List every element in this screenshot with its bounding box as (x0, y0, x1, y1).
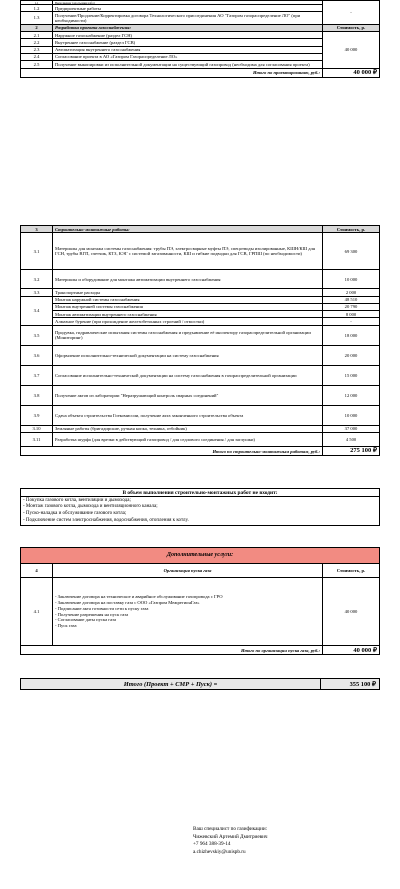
total-row (21, 68, 380, 77)
excluded-title-row (21, 489, 380, 497)
row-cost: 40 000 (323, 32, 380, 68)
excluded-table (20, 488, 380, 526)
additional-banner-row (21, 548, 380, 564)
table-row (21, 325, 380, 345)
row-cost: 69 300 (323, 233, 380, 270)
section-number: 3 (21, 226, 53, 233)
specialist-email: a.chizhevskiy@unispb.ru (193, 848, 246, 855)
table-row (21, 289, 380, 296)
total-row (21, 446, 380, 455)
excluded-items-row (21, 497, 380, 526)
row-text: Монтаж внутренней системы газоснабжения (53, 303, 323, 310)
excluded-items (21, 497, 380, 526)
total-label: Итого по строительно-монтажным работам, руб.: (21, 446, 323, 455)
row-text: Автоматизация внутреннего газоснабжения (53, 46, 323, 53)
row-number: 3.5 (21, 325, 53, 345)
table-row (21, 296, 380, 303)
row-cost: 37 000 (323, 425, 380, 432)
grand-total-label: Итого (Проект + СМР + Пуск) = (21, 679, 321, 690)
row-cost: 12 000 (323, 385, 380, 405)
construction-table (20, 225, 380, 456)
row-number: 2.4 (21, 53, 53, 60)
service-step: - Заключение договора на техническое и аварийное обслуживание газопровода с ГРО (55, 593, 223, 599)
row-number: 1.2 (21, 5, 53, 12)
total-value: 40 000 ₽ (323, 646, 380, 655)
row-text: Материалы для монтажа системы газоснабжения: трубы ПЭ, электросварные муфты ПЭ, спецотводы изолированные, КШН/КШ для ГСН, трубы ВГП, счетчик, КТЗ, КЭГ с системой загазованности, КШ и гибкие подводки для ГСВ, ГРПШ (по необходимости) (53, 233, 323, 270)
row-cost: 48 510 (323, 296, 380, 303)
row-text: Получение/Продление/Корректировка договора Технологического присоединения АО "Газпром газораспределение ЛО" (при необходимости) (53, 12, 323, 25)
section-header (21, 226, 380, 233)
row-number: 1.3 (21, 12, 53, 25)
service-step: - Заключение договора на поставку газа с ООО «Газпром МежрегионГаз» (55, 599, 200, 605)
row-text: Транспортные расходы (53, 289, 323, 296)
table-row (21, 425, 380, 432)
row-number: 3.7 (21, 365, 53, 385)
table-row (21, 405, 380, 425)
cost-header: Стоимость, р. (323, 564, 380, 578)
specialist-phone: +7 964 388-39-14 (193, 841, 231, 848)
row-text: Получение выкопировки из исполнительной документации на существующий газопровод (необходима для согласования проекта) (53, 61, 323, 68)
row-cost: 4 500 (323, 432, 380, 446)
row-number: 3.10 (21, 425, 53, 432)
additional-banner: Дополнительные услуги: (21, 548, 380, 564)
section-header (21, 24, 380, 31)
total-label: Итого по проектированию, руб.: (21, 68, 323, 77)
specialist-contacts (193, 826, 267, 856)
row-number: 3.9 (21, 405, 53, 425)
row-cost: 10 000 (323, 270, 380, 289)
section-title: Строительно-монтажные работы: (53, 226, 323, 233)
excluded-item: - Монтаж газового котла, дымохода и вентиляционного канала; (23, 504, 158, 510)
table-row (21, 270, 380, 289)
row-number: 3.2 (21, 270, 53, 289)
row-number: 3.6 (21, 345, 53, 365)
excluded-item: - Покупка газового котла, вентиляции и дымохода; (23, 497, 131, 503)
table-row (21, 318, 380, 325)
row-number: 2.3 (21, 46, 53, 53)
row-text: Сдача объекта строительства Гоекомиссии, получение акта законченного строительства объекта (53, 405, 323, 425)
row-text: Согласование проекта в АО «Газпром Газораспределение ЛО» (53, 53, 323, 60)
row-text: Земляные работы (бригадирские, ручная копка, техника, отбойник) (53, 425, 323, 432)
row-text: Наружное газоснабжение (раздел ГСН) (53, 32, 323, 39)
table-row (21, 578, 380, 646)
row-number: 1.1 (21, 1, 53, 5)
excluded-item: - Подключение систем электроснабжения, водоснабжения, отопления к котлу. (23, 517, 189, 523)
row-text: Внутреннее газоснабжение (раздел ГСВ) (53, 39, 323, 46)
row-cost: 20 790 (323, 303, 380, 310)
specialist-name: Чижевский Артемий Дмитриевич (193, 833, 268, 840)
grand-total-row (21, 679, 380, 690)
row-number: 2.1 (21, 32, 53, 39)
row-text: Монтаж наружной системы газоснабжения (53, 296, 323, 303)
service-step: - Согласование даты пуска газа (55, 617, 117, 623)
service-step: - Получение разрешения на пуск газа (55, 611, 129, 617)
total-value: 40 000 ₽ (323, 68, 380, 77)
section-title: Организация пуска газа (53, 564, 323, 578)
additional-table (20, 547, 380, 655)
row-text: Алмазное бурение (при прохождение железобетонных строений / отмостки) (53, 318, 323, 325)
row-text: Согласование исполнительно-технической документации на систему газоснабжения в газораспределительной организации (53, 365, 323, 385)
excluded-title: В объем выполнения строительно-монтажных работ не входит: (21, 489, 380, 497)
table-row (21, 432, 380, 446)
row-text: Разработка шурфа (для врезки в действующий газопровод / для седлового соединения / для заглушки) (53, 432, 323, 446)
row-number: 3.8 (21, 385, 53, 405)
row-text: Оформление исполнительно-технической документации на систему газоснабжения (53, 345, 323, 365)
section-title: Разработка проекта газоснабжения: (53, 24, 323, 31)
row-text: Получение актов из лаборатории "Неразрушающий контроль сварных соединений" (53, 385, 323, 405)
row-number: 3.3 (21, 289, 53, 296)
row-cost: 8 000 (323, 311, 380, 318)
row-number: 3.4 (21, 296, 53, 325)
row-text (53, 578, 323, 646)
row-text: Продувка, гидравлические испытания системы газоснабжения и предъявление её инспектору газораспределительной организации (Мониторинг) (53, 325, 323, 345)
table-row (21, 32, 380, 39)
table-row (21, 365, 380, 385)
row-cost: 2 000 (323, 289, 380, 296)
row-cost: 15 000 (323, 365, 380, 385)
table-row (21, 303, 380, 310)
row-text: Материалы и оборудование для монтажа автоматизации внутреннего газоснабжения (53, 270, 323, 289)
project-table (20, 0, 380, 78)
grand-total-table (20, 678, 380, 690)
total-value: 275 100 ₽ (323, 446, 380, 455)
row-cost: - (323, 1, 380, 25)
section-number: 2 (21, 24, 53, 31)
cost-header: Стоимость, р. (323, 226, 380, 233)
section-number: 4 (21, 564, 53, 578)
row-number: 4.1 (21, 578, 53, 646)
excluded-item: - Пуско-наладка и обслуживание газового котла; (23, 511, 127, 517)
row-cost: 40 000 (323, 578, 380, 646)
row-number: 3.11 (21, 432, 53, 446)
cost-header: Стоимость, р. (323, 24, 380, 31)
section-header (21, 564, 380, 578)
total-label: Итого по организации пуска газа, руб.: (21, 646, 323, 655)
row-number: 2.5 (21, 61, 53, 68)
contacts-heading: Ваш специалист по газификации: (193, 826, 268, 832)
service-step: - Подписание акта готовности сети к пуску газа (55, 605, 149, 611)
row-cost: 20 000 (323, 345, 380, 365)
total-row (21, 646, 380, 655)
table-row (21, 385, 380, 405)
row-text: Монтаж автоматизации внутреннего газоснабжения (53, 311, 323, 318)
row-cost: 10 000 (323, 405, 380, 425)
table-row (21, 345, 380, 365)
service-step: - Пуск газа (55, 623, 77, 629)
row-cost: 18 000 (323, 325, 380, 345)
row-number: 3.1 (21, 233, 53, 270)
row-number: 2.2 (21, 39, 53, 46)
table-row (21, 311, 380, 318)
grand-total-value: 355 100 ₽ (321, 679, 380, 690)
row-text: Выполнение топосъемки работ (53, 1, 323, 5)
table-row (21, 233, 380, 270)
row-text: Предпроектные работы (53, 5, 323, 12)
row-cost: - (323, 318, 380, 325)
